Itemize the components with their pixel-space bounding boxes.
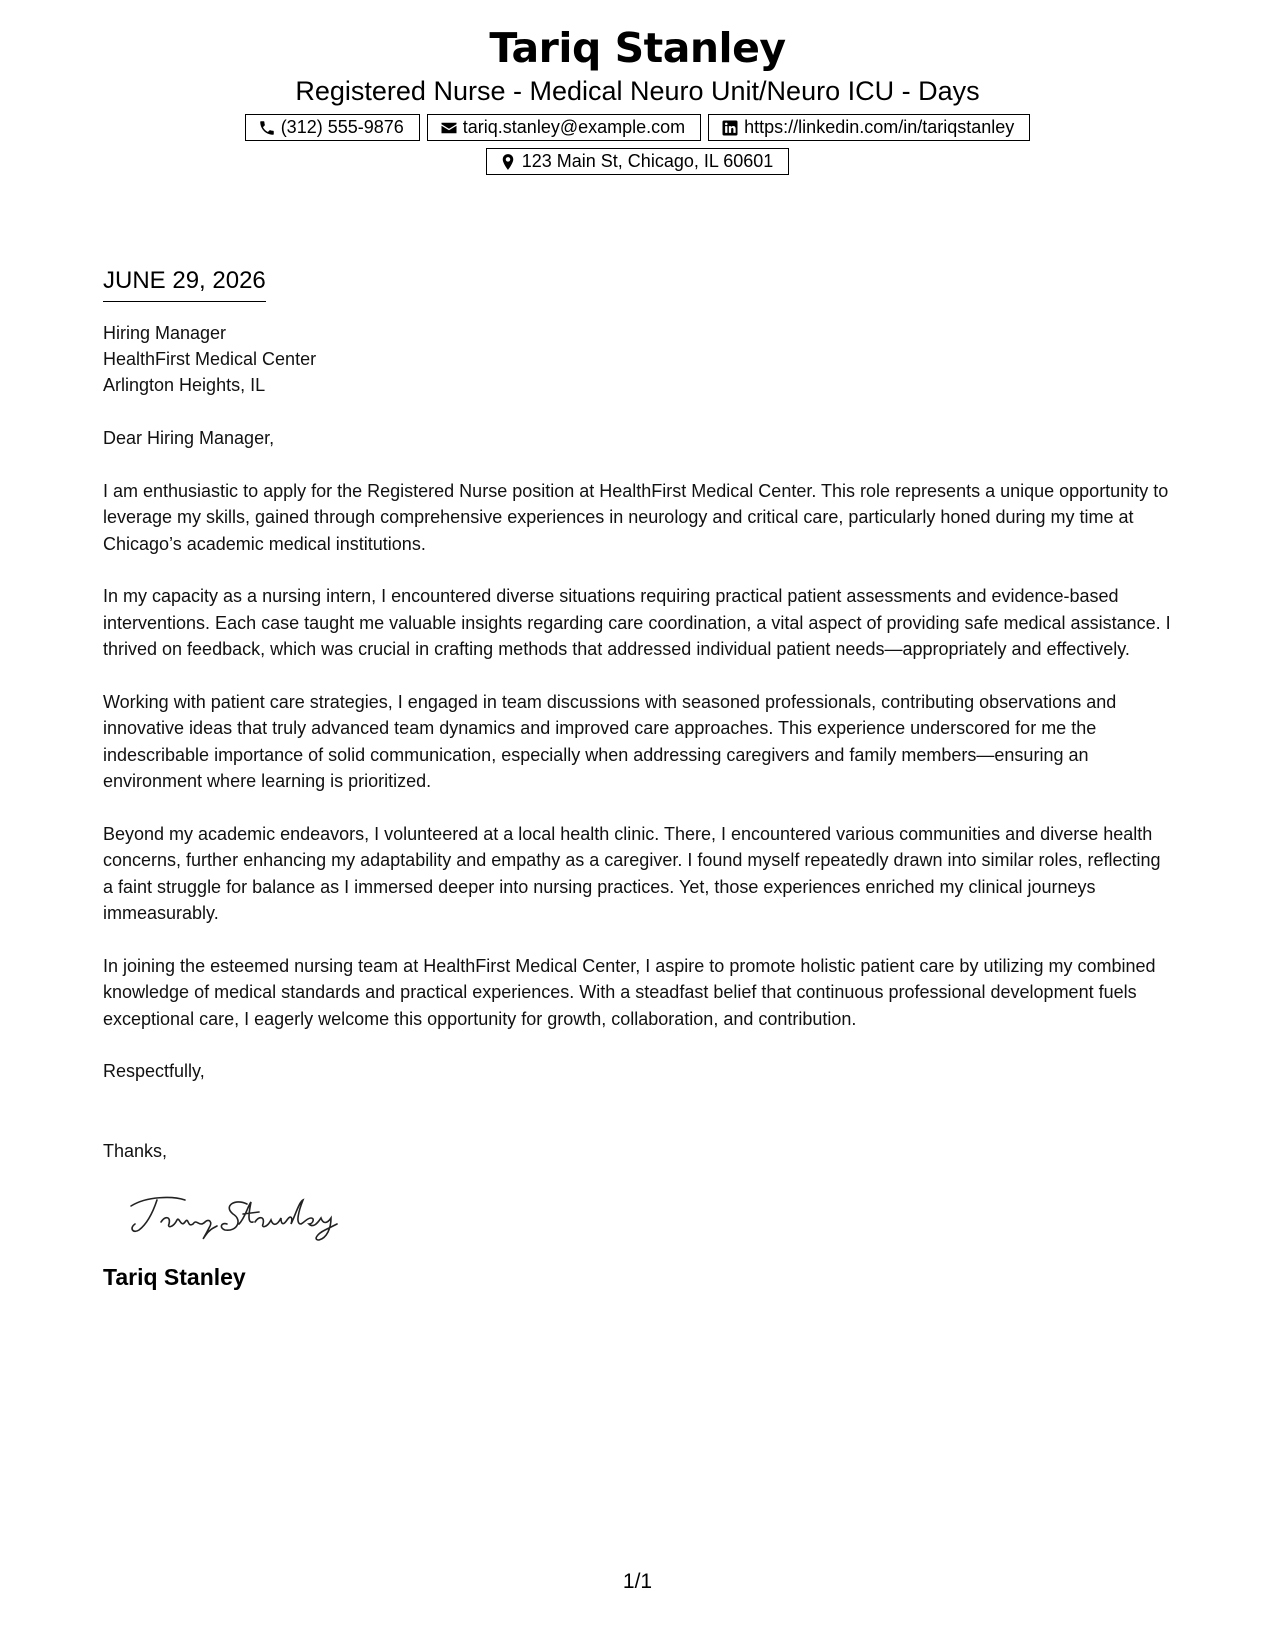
- recipient-line: HealthFirst Medical Center: [103, 349, 317, 369]
- letter-body: [103, 265, 1173, 1292]
- body-paragraph: In joining the esteemed nursing team at HealthFirst Medical Center, I aspire to promote holistic patient care by utilizing my combined knowledge of medical standards and practical experiences. With a steadfast belief that continuous professional development fuels exceptional care, I eagerly welcome this opportunity for growth, collaboration, and contribution.: [103, 955, 1156, 1029]
- body-paragraph: In my capacity as a nursing intern, I encountered diverse situations requiring practical patient assessments and evidence-based interventions. Each case taught me valuable insights regarding care coordination, a vital aspect of providing safe medical assistance. I thrived on feedback, which was crucial in crafting methods that addressed individual patient needs—appropriately and effectively.: [103, 586, 1171, 659]
- contact-phone-text: (312) 555-9876: [280, 117, 404, 137]
- recipient-line: Hiring Manager: [103, 323, 227, 343]
- envelope-icon: [440, 119, 458, 137]
- thanks-line: Thanks,: [103, 1140, 168, 1161]
- contact-email-text: tariq.stanley@example.com: [462, 117, 686, 137]
- body-paragraph: Working with patient care strategies, I engaged in team discussions with seasoned professionals, contributing observations and innovative ideas that truly advanced team dynamics and improved care approaches. This experience underscored for me the indescribable importance of solid communication, especially when addressing caregivers and family members—ensuring an environment where learning is prioritized.: [103, 691, 1117, 791]
- applicant-title: Registered Nurse - Medical Neuro Unit/Neuro ICU - Days: [295, 76, 980, 106]
- applicant-name: Tariq Stanley: [489, 24, 786, 72]
- letter-header: [0, 22, 1275, 175]
- contact-email[interactable]: [427, 114, 701, 141]
- body-paragraph: Beyond my academic endeavors, I volunteered at a local health clinic. There, I encountered various communities and diverse health concerns, further enhancing my adaptability and empathy as a caregiver. I found myself repeatedly drawn into similar roles, reflecting a faint struggle for balance as I immersed deeper into nursing practices. Yet, those experiences enriched my clinical journeys immeasurably.: [103, 823, 1161, 923]
- contact-linkedin[interactable]: [708, 114, 1030, 141]
- linkedin-icon: [721, 119, 739, 137]
- contact-address[interactable]: [486, 148, 790, 175]
- contact-row-secondary: [0, 148, 1275, 175]
- contact-row-primary: [0, 114, 1275, 141]
- body-paragraph: I am enthusiastic to apply for the Registered Nurse position at HealthFirst Medical Center. This role represents a unique opportunity to leverage my skills, gained through comprehensive experiences in neurology and critical care, particularly honed during my time at Chicago’s academic medical institutions.: [103, 480, 1169, 554]
- page-number: 1/1: [622, 1570, 653, 1593]
- phone-icon: [258, 119, 276, 137]
- letter-date: JUNE 29, 2026: [103, 265, 266, 302]
- signer-name: Tariq Stanley: [103, 1263, 246, 1290]
- contact-phone[interactable]: [245, 114, 420, 141]
- handwritten-signature: [127, 1188, 342, 1244]
- recipient-block: [103, 320, 1173, 398]
- salutation: Dear Hiring Manager,: [103, 428, 275, 448]
- contact-linkedin-text: https://linkedin.com/in/tariqstanley: [744, 117, 1015, 137]
- closing: Respectfully,: [103, 1061, 205, 1081]
- contact-address-text: 123 Main St, Chicago, IL 60601: [521, 151, 774, 171]
- recipient-line: Arlington Heights, IL: [103, 375, 266, 395]
- map-pin-icon: [499, 153, 517, 171]
